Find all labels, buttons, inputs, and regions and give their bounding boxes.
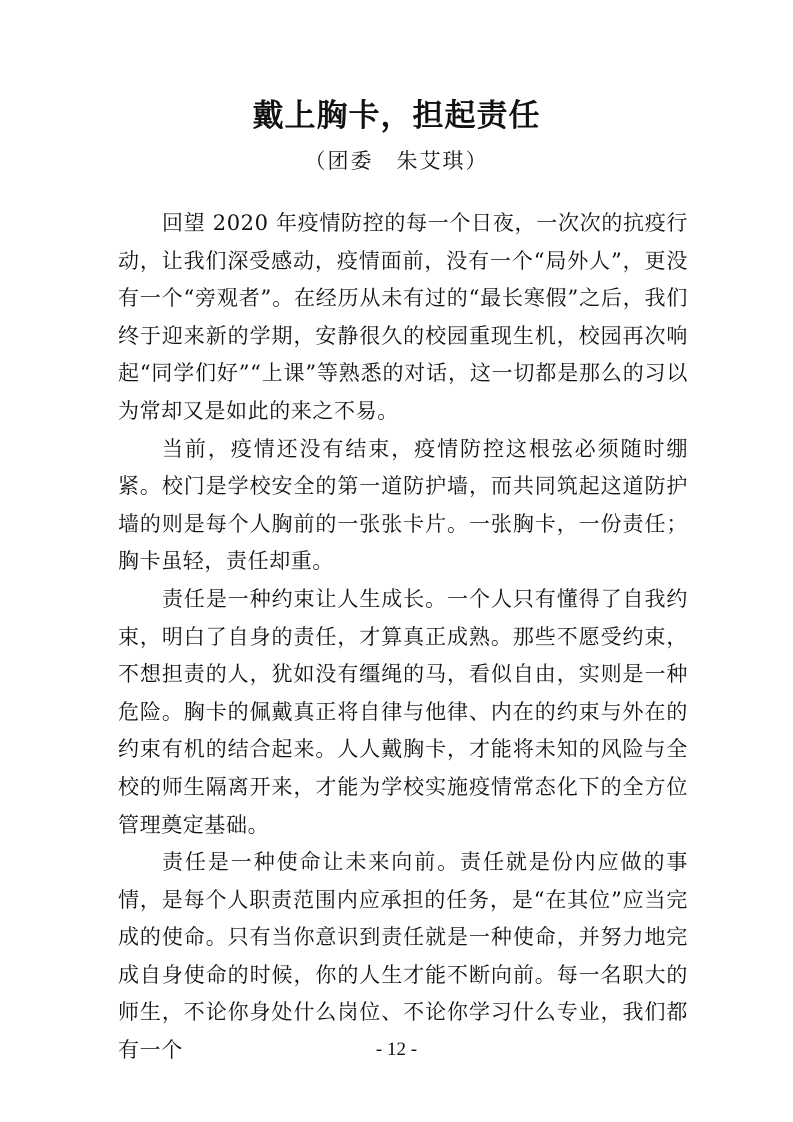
paragraph-3: 责任是一种约束让人生成长。一个人只有懂得了自我约束，明白了自身的责任，才算真正成熟。那些不愿受约束，不想担责的人，犹如没有缰绳的马，看似自由，实则是一种危险。胸卡的佩戴真正将自律与他律、内在的约束与外在的约束有机的结合起来。人人戴胸卡，才能将未知的风险与全校的师生隔离开来，才能为学校实施疫情常态化下的全方位管理奠定基础。 xyxy=(118,586,688,837)
article-body xyxy=(118,205,688,1070)
article-title: 戴上胸卡，担起责任 xyxy=(252,98,541,134)
article-byline: （团委 朱艾琪） xyxy=(304,149,489,173)
paragraph-1: 回望 2020 年疫情防控的每一个日夜，一次次的抗疫行动，让我们深受感动，疫情面前，没有一个“局外人”，更没有一个“旁观者”。在经历从未有过的“最长寒假”之后，我们终于迎来新的学期，安静很久的校园重现生机，校园再次响起“同学们好”“上课”等熟悉的对话，这一切都是那么的习以为常却又是如此的来之不易。 xyxy=(118,211,688,423)
paragraph-4: 责任是一种使命让未来向前。责任就是份内应做的事情，是每个人职责范围内应承担的任务，是“在其位”应当完成的使命。只有当你意识到责任就是一种使命，并努力地完成自身使命的时候，你的人生才能不断向前。每一名职大的师生，不论你身处什么岗位、不论你学习什么专业，我们都有一个 xyxy=(118,850,688,1063)
paragraph-2: 当前，疫情还没有结束，疫情防控这根弦必须随时绷紧。校门是学校安全的第一道防护墙，而共同筑起这道防护墙的则是每个人胸前的一张张卡片。一张胸卡，一份责任；胸卡虽轻，责任却重。 xyxy=(118,436,688,574)
page-number: - 12 - xyxy=(375,1039,418,1060)
